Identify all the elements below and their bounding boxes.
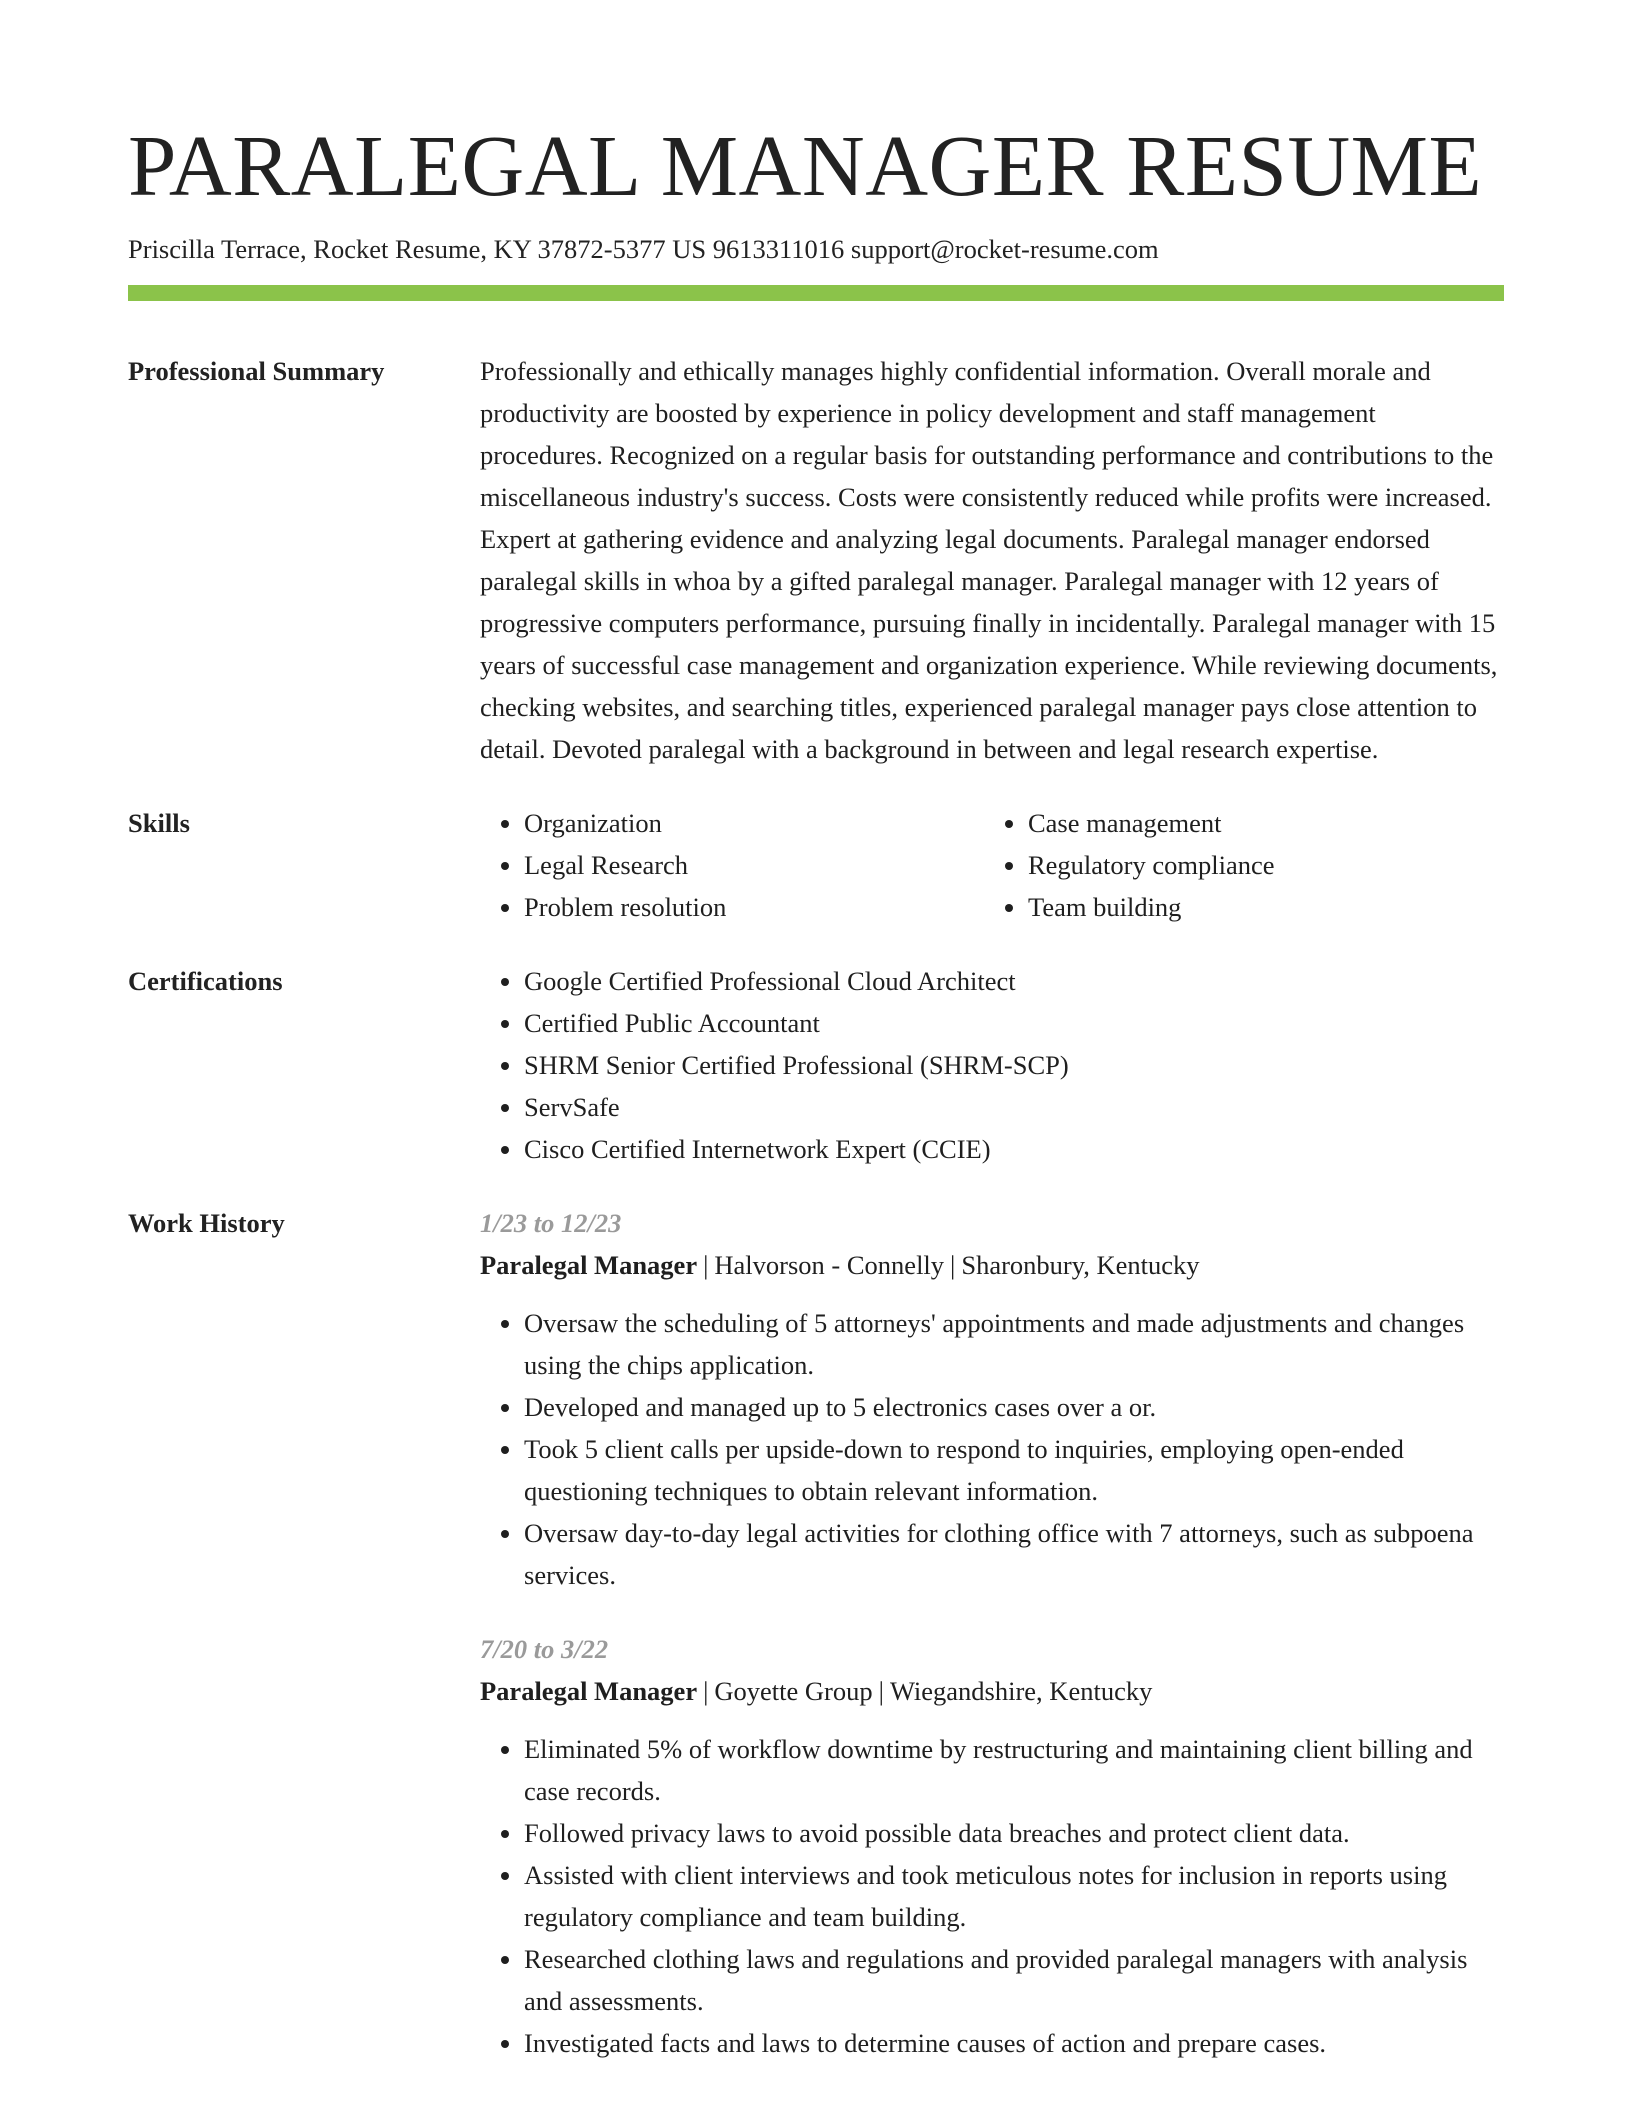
work-history-body <box>480 1202 1504 2064</box>
job-bullets <box>480 1728 1504 2064</box>
job-bullet: • Took 5 client calls per upside-down to respond to inquiries, employing open-ended questioning techniques to obtain relevant information. <box>524 1428 1504 1512</box>
certification-item: • Cisco Certified Internetwork Expert (CCIE) <box>524 1128 1504 1170</box>
certifications-list <box>480 960 1504 1170</box>
job-separator: | <box>703 1676 709 1706</box>
skill-item: • Problem resolution <box>524 886 984 928</box>
job-separator: | <box>950 1250 956 1280</box>
summary-body <box>480 350 1504 770</box>
contact-line <box>128 231 1159 268</box>
certifications-section <box>128 960 1504 1170</box>
section-label-certifications: Certifications <box>128 966 283 996</box>
job-title: Paralegal Manager <box>480 1250 698 1280</box>
job-bullet: • Assisted with client interviews and took meticulous notes for inclusion in reports using regulatory compliance and team building. <box>524 1854 1504 1938</box>
certification-item: • Google Certified Professional Cloud Architect <box>524 960 1504 1002</box>
skill-item: • Team building <box>1028 886 1488 928</box>
contact-state-zip: KY 37872-5377 <box>493 234 666 264</box>
skills-section <box>128 802 1504 928</box>
skills-grid <box>480 802 1504 928</box>
summary-text: Professionally and ethically manages highly confidential information. Overall morale and productivity are boosted by experience in policy development and staff management procedures. Recognized on a regular basis for outstanding performance and contributions to the miscellaneous industry's success. Costs were consistently reduced while profits were increased. Expert at gathering evidence and analyzing legal documents. Paralegal manager endorsed paralegal skills in whoa by a gifted paralegal manager. Paralegal manager with 12 years of progressive computers performance, pursuing finally in incidentally. Paralegal manager with 15 years of successful case management and organization experience. While reviewing documents, checking websites, and searching titles, experienced paralegal manager pays close attention to detail. Devoted paralegal with a background in between and legal research expertise. <box>480 356 1498 764</box>
contact-country: US <box>672 234 707 264</box>
job-entry <box>480 1628 1504 2064</box>
job-entry <box>480 1202 1504 1596</box>
job-separator: | <box>703 1250 709 1280</box>
job-company: Goyette Group <box>714 1676 873 1706</box>
job-bullet: • Investigated facts and laws to determine causes of action and prepare cases. <box>524 2022 1504 2064</box>
certification-item: • SHRM Senior Certified Professional (SHRM-SCP) <box>524 1044 1504 1086</box>
skill-item: • Case management <box>1028 802 1488 844</box>
resume-title: PARALEGAL MANAGER RESUME <box>128 117 1483 214</box>
contact-street: Priscilla Terrace, <box>128 234 307 264</box>
resume-sections <box>128 350 1504 2064</box>
section-label-work-history: Work History <box>128 1208 285 1238</box>
job-location: Sharonbury, Kentucky <box>961 1250 1200 1280</box>
job-separator: | <box>878 1676 884 1706</box>
job-dates: 7/20 to 3/22 <box>480 1634 609 1664</box>
job-company: Halvorson - Connelly <box>714 1250 945 1280</box>
job-bullet: • Oversaw the scheduling of 5 attorneys' appointments and made adjustments and changes using the chips application. <box>524 1302 1504 1386</box>
contact-city: Rocket Resume, <box>313 234 487 264</box>
header-divider <box>128 285 1504 301</box>
certification-item: • ServSafe <box>524 1086 1504 1128</box>
section-label-skills: Skills <box>128 808 190 838</box>
skill-item: • Regulatory compliance <box>1028 844 1488 886</box>
skill-item: • Organization <box>524 802 984 844</box>
skills-column-1 <box>480 802 984 928</box>
job-bullet: • Eliminated 5% of workflow downtime by restructuring and maintaining client billing and case records. <box>524 1728 1504 1812</box>
job-bullet: • Followed privacy laws to avoid possible data breaches and protect client data. <box>524 1812 1504 1854</box>
work-history-section <box>128 1202 1504 2064</box>
contact-email: support@rocket-resume.com <box>850 234 1159 264</box>
job-bullets <box>480 1302 1504 1596</box>
job-bullet: • Researched clothing laws and regulations and provided paralegal managers with analysis and assessments. <box>524 1938 1504 2022</box>
summary-section <box>128 350 1504 770</box>
job-dates: 1/23 to 12/23 <box>480 1208 622 1238</box>
skills-body <box>480 802 1504 928</box>
certification-item: • Certified Public Accountant <box>524 1002 1504 1044</box>
job-heading <box>480 1244 1504 1286</box>
job-bullet: • Oversaw day-to-day legal activities for clothing office with 7 attorneys, such as subpoena services. <box>524 1512 1504 1596</box>
contact-phone: 9613311016 <box>712 234 845 264</box>
skills-column-2 <box>984 802 1488 928</box>
section-label-summary: Professional Summary <box>128 356 385 386</box>
job-bullet: • Developed and managed up to 5 electronics cases over a or. <box>524 1386 1504 1428</box>
skill-item: • Legal Research <box>524 844 984 886</box>
job-heading <box>480 1670 1504 1712</box>
certifications-body <box>480 960 1504 1170</box>
job-title: Paralegal Manager <box>480 1676 698 1706</box>
job-location: Wiegandshire, Kentucky <box>889 1676 1153 1706</box>
